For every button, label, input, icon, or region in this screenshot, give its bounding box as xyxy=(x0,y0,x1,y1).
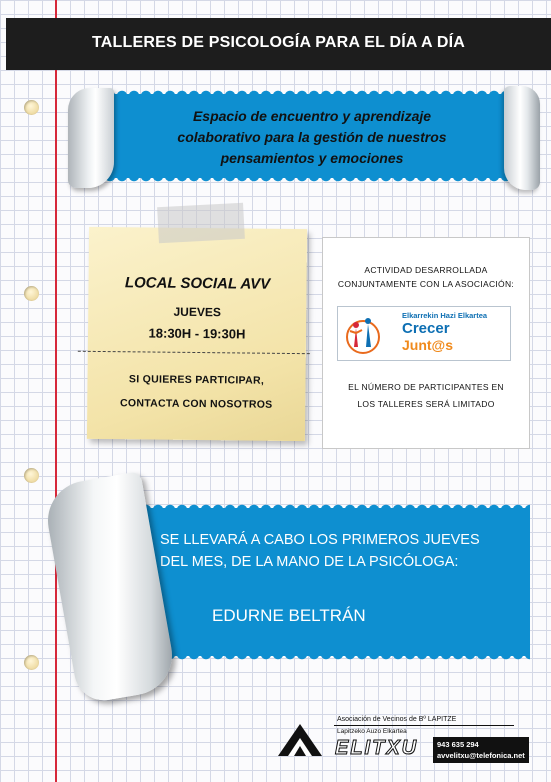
contact-box xyxy=(433,737,529,763)
day-label: JUEVES xyxy=(173,304,221,320)
cta-line: CONTACTA CON NOSOTROS xyxy=(119,397,273,411)
crecer-juntas-logo xyxy=(337,306,511,361)
dashed-divider xyxy=(78,351,310,354)
intro-band xyxy=(92,94,522,178)
details-line: DEL MES, DE LA MANO DE LA PSICÓLOGA: xyxy=(160,554,459,570)
cta-line: SI QUIERES PARTICIPAR, xyxy=(128,373,265,387)
sticky-note xyxy=(87,227,307,441)
venue-title: LOCAL SOCIAL AVV xyxy=(124,274,271,293)
punch-hole xyxy=(24,286,39,301)
mountain-logo-icon xyxy=(276,720,326,758)
intro-line: pensamientos y emociones xyxy=(220,150,404,166)
intro-text xyxy=(132,106,492,169)
details-line: SE LLEVARÁ A CABO LOS PRIMEROS JUEVES xyxy=(160,532,480,548)
brand-logo: ELITXU xyxy=(335,737,419,759)
footer-rule xyxy=(334,725,514,726)
limit-line: EL NÚMERO DE PARTICIPANTES EN xyxy=(348,382,504,392)
psychologist-name: EDURNE BELTRÁN xyxy=(212,606,366,625)
assoc-name: Asociación de Vecinos de Bº LAPITZE xyxy=(337,716,457,723)
logo-word-juntas: Junt@s xyxy=(402,337,453,353)
email: avvelitxu@telefonica.net xyxy=(437,751,525,760)
crecer-juntas-figures-icon xyxy=(344,313,382,355)
limit-line: LOS TALLERES SERÁ LIMITADO xyxy=(357,399,495,409)
punch-hole xyxy=(24,100,39,115)
intro-line: Espacio de encuentro y aprendizaje xyxy=(192,108,432,124)
activity-line: ACTIVIDAD DESARROLLADA xyxy=(364,265,488,275)
association-box xyxy=(322,237,530,449)
punch-hole xyxy=(24,655,39,670)
punch-hole xyxy=(24,468,39,483)
page-title: TALLERES DE PSICOLOGÍA PARA EL DÍA A DÍA xyxy=(91,34,466,51)
activity-line: CONJUNTAMENTE CON LA ASOCIACIÓN: xyxy=(337,279,515,289)
header-bar xyxy=(6,18,551,70)
tape xyxy=(157,203,245,243)
hours-label: 18:30H - 19:30H xyxy=(148,325,246,342)
assoc-basque: Lapitzeko Auzo Elkartea xyxy=(337,728,407,735)
logo-word-crecer: Crecer xyxy=(402,320,450,337)
paper-curl-left xyxy=(68,88,114,188)
margin-line xyxy=(55,0,57,782)
phone: 943 635 294 xyxy=(437,740,479,749)
intro-line: colaborativo para la gestión de nuestros xyxy=(177,129,447,145)
paper-curl-right xyxy=(504,86,540,190)
logo-subtitle: Elkarrekin Hazi Elkartea xyxy=(402,311,488,320)
